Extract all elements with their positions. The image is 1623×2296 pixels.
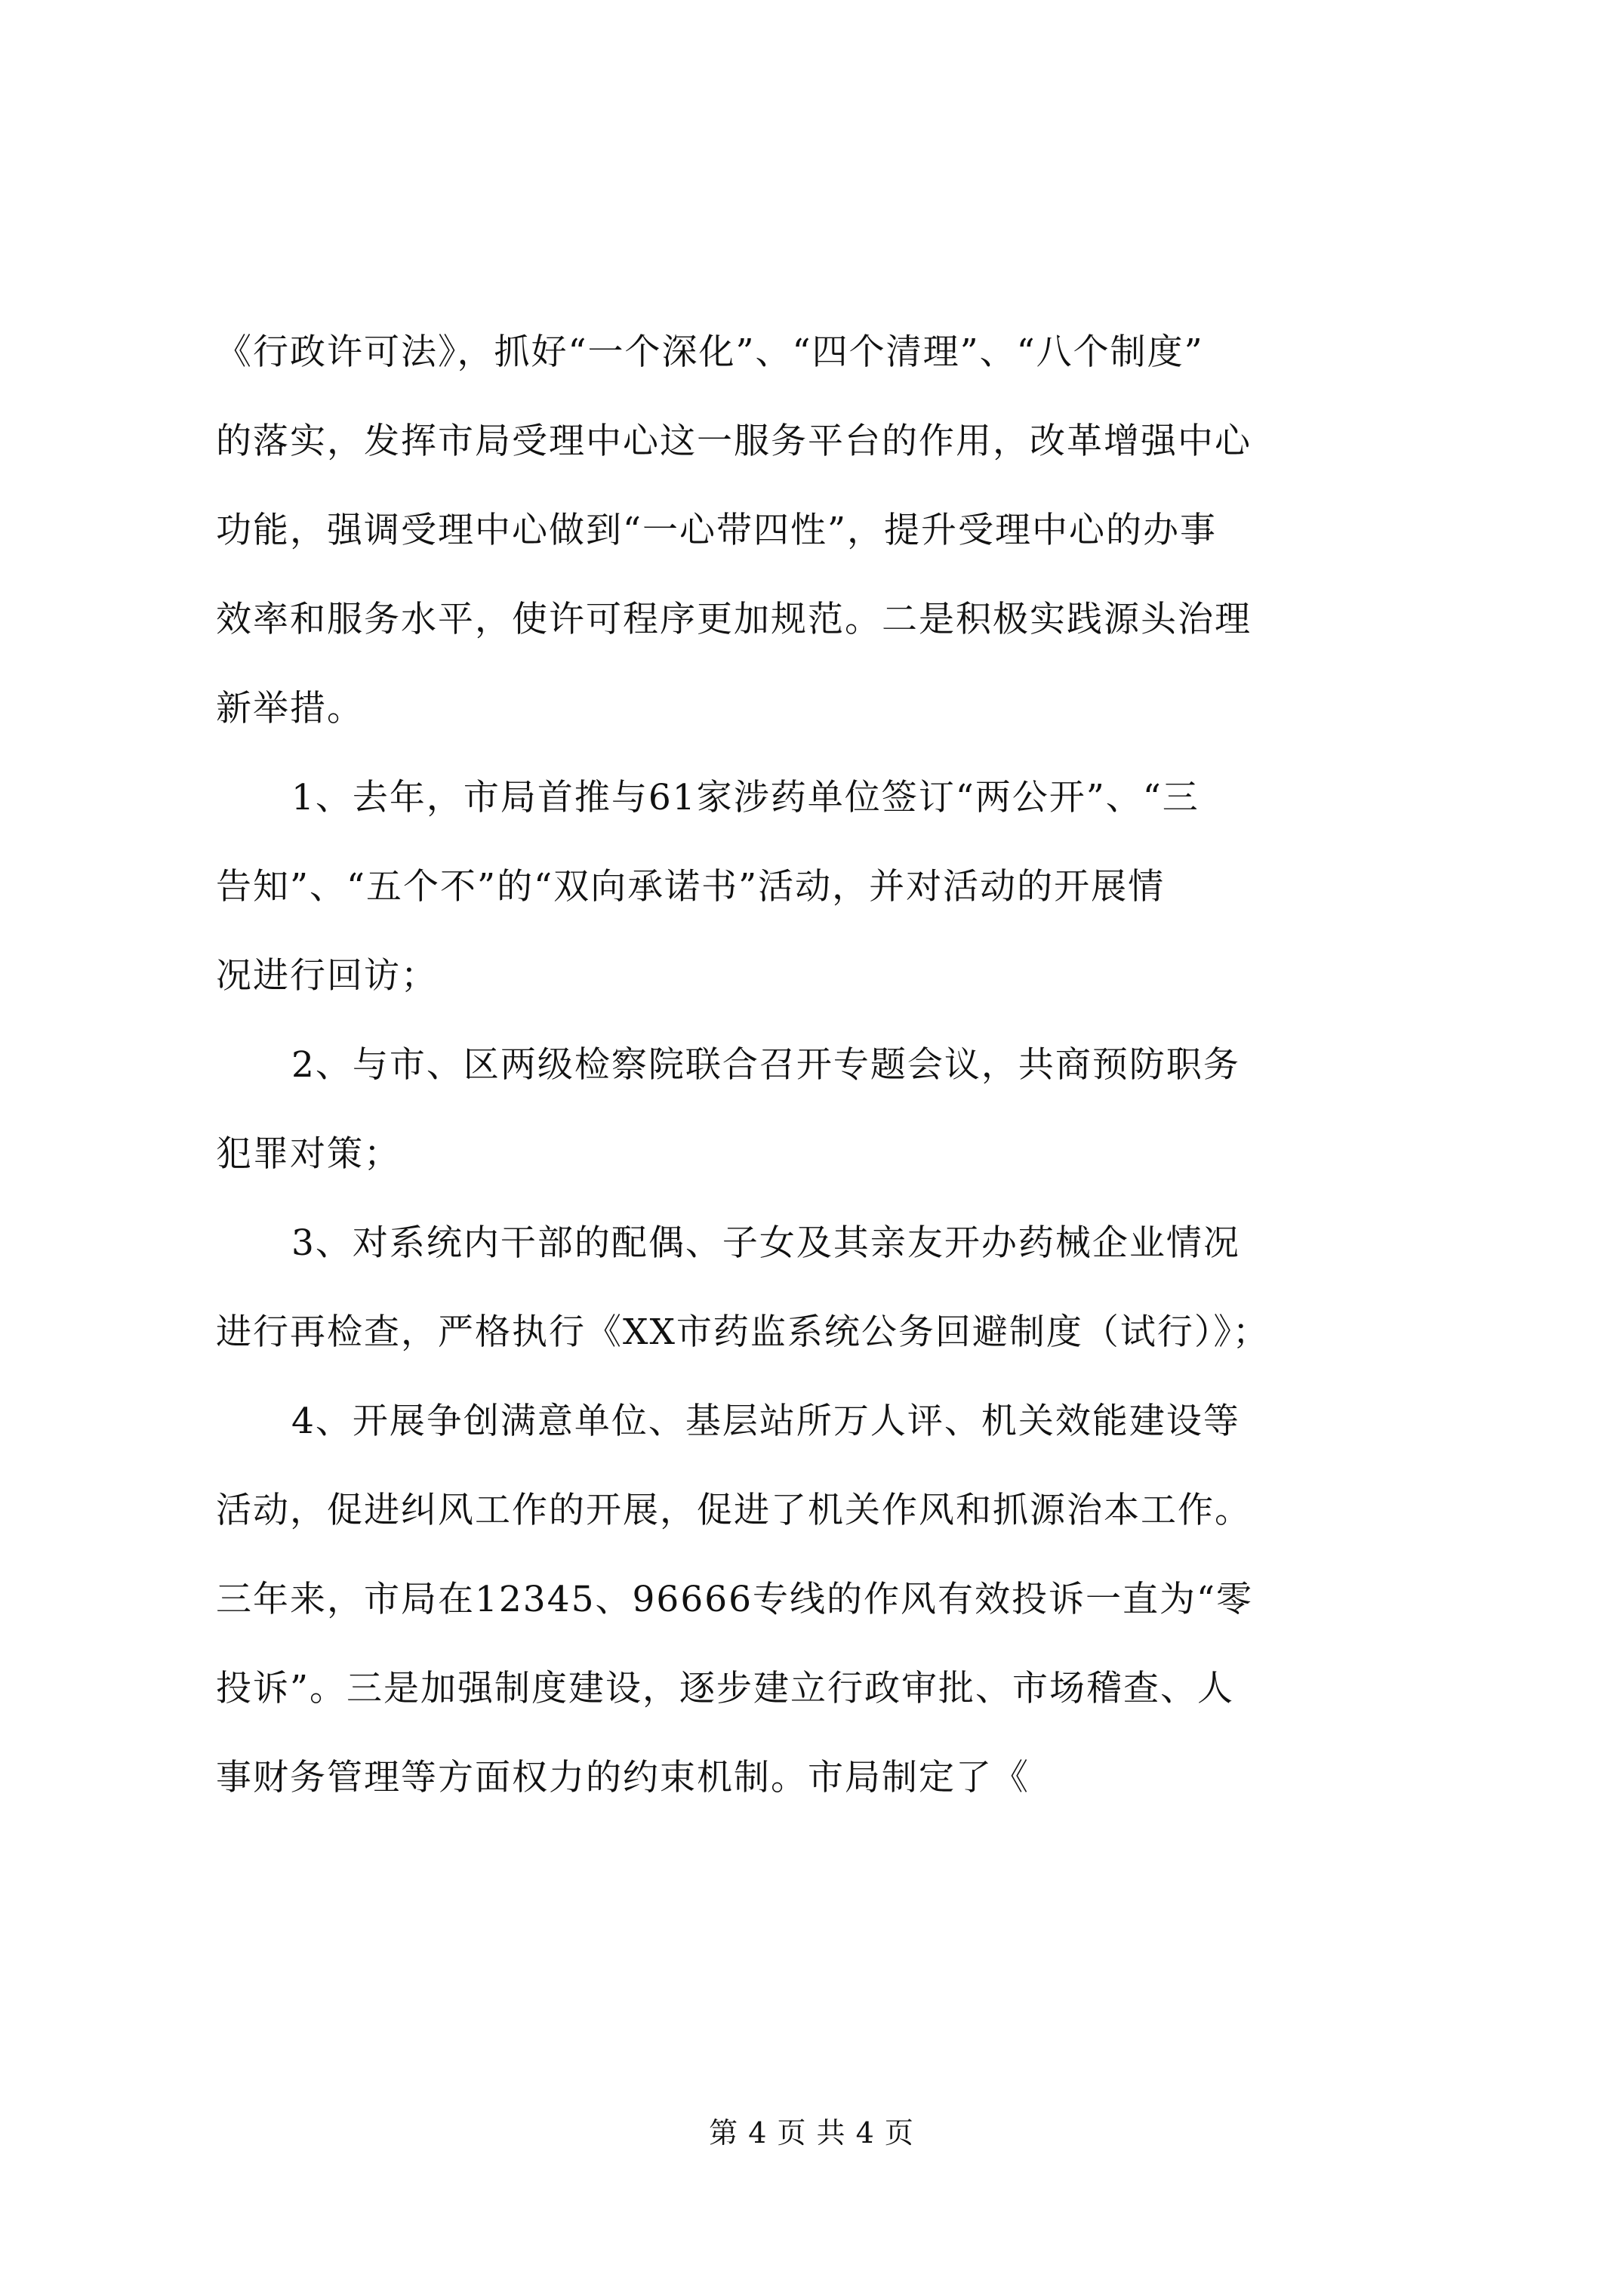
body-line: 新举措。: [216, 688, 364, 729]
list-item-2-line: 2、与市、区两级检察院联合召开专题会议，共商预防职务: [291, 1044, 1240, 1086]
page-footer: [0, 2114, 1623, 2152]
body-line: 功能，强调受理中心做到“一心带四性”，提升受理中心的办事: [216, 510, 1218, 551]
page-number: 第 4 页 共 4 页: [709, 2116, 914, 2150]
body-line: 三年来，市局在12345、96666专线的作风有效投诉一直为“零: [216, 1579, 1254, 1620]
document-body: [216, 308, 1431, 1823]
list-item-1-line: 1、去年，市局首推与61家涉药单位签订“两公开”、“三: [291, 777, 1200, 818]
body-line: 进行再检查，严格执行《XX市药监系统公务回避制度（试行）》；: [216, 1311, 1270, 1353]
list-item-4-line: 4、开展争创满意单位、基层站所万人评、机关效能建设等: [291, 1401, 1240, 1442]
body-line: 事财务管理等方面权力的约束机制。市局制定了《: [216, 1757, 1030, 1798]
body-line: 犯罪对策；: [216, 1133, 401, 1175]
body-line: 效率和服务水平，使许可程序更加规范。二是积极实践源头治理: [216, 599, 1252, 640]
body-line: 的落实，发挥市局受理中心这一服务平台的作用，改革增强中心: [216, 421, 1252, 462]
body-line: 《行政许可法》，抓好“一个深化”、“四个清理”、“八个制度”: [216, 331, 1204, 373]
body-line: 活动，促进纠风工作的开展，促进了机关作风和抓源治本工作。: [216, 1490, 1252, 1531]
body-line: 告知”、“五个不”的“双向承诺书”活动，并对活动的开展情: [216, 866, 1166, 908]
list-item-3-line: 3、对系统内干部的配偶、子女及其亲友开办药械企业情况: [291, 1222, 1240, 1264]
body-line: 投诉”。三是加强制度建设，逐步建立行政审批、市场稽查、人: [216, 1668, 1235, 1709]
body-line: 况进行回访；: [216, 955, 438, 997]
